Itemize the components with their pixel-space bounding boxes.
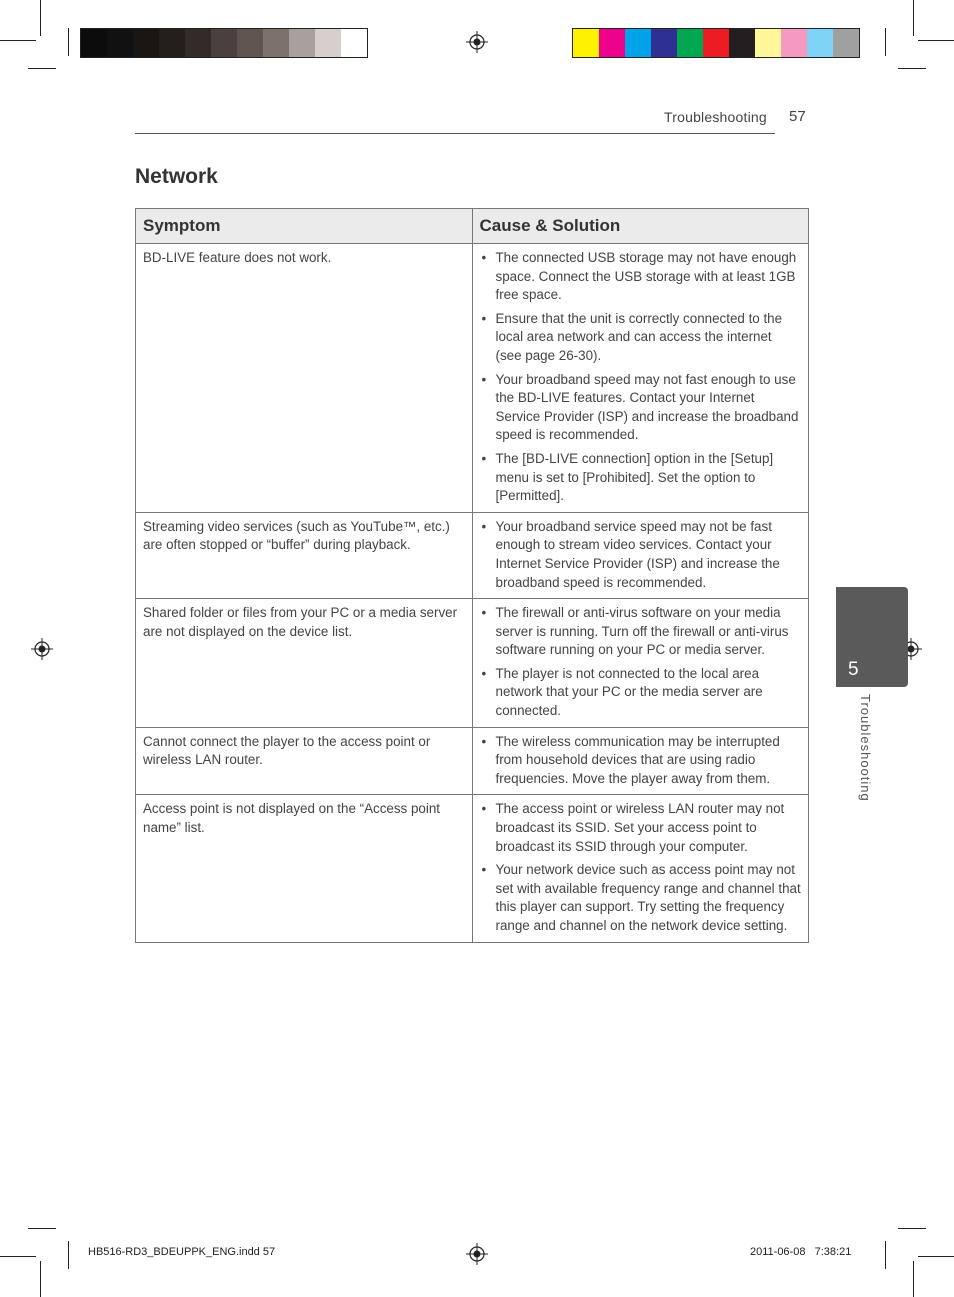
crop-mark bbox=[40, 0, 41, 36]
table-body bbox=[136, 244, 809, 943]
solution-item: • The firewall or anti-virus software on your media server is running. Turn off the firewall or anti-virus software running on your PC or media server. bbox=[480, 604, 802, 660]
solution-item: • Your broadband service speed may not be fast enough to stream video services. Contact your Internet Service Provider (ISP) and increase the broadband speed is recommended. bbox=[480, 518, 802, 592]
chapter-side-label: Troubleshooting bbox=[858, 694, 873, 802]
crop-mark bbox=[898, 68, 926, 69]
table-row bbox=[136, 512, 809, 598]
solution-cell bbox=[472, 512, 809, 598]
color-swatch bbox=[159, 29, 185, 57]
symptom-cell: Shared folder or files from your PC or a media server are not displayed on the device list. bbox=[136, 599, 473, 728]
crop-mark bbox=[913, 0, 914, 36]
color-swatch bbox=[107, 29, 133, 57]
troubleshooting-table bbox=[135, 208, 809, 943]
color-swatch bbox=[315, 29, 341, 57]
solution-list bbox=[480, 518, 802, 592]
footer-date-slug: 2011-06-08 7:38:21 bbox=[750, 1246, 852, 1258]
solution-list bbox=[480, 249, 802, 506]
solution-item: • The connected USB storage may not have enough space. Connect the USB storage with at least 1GB free space. bbox=[480, 249, 802, 305]
solution-item: • The wireless communication may be interrupted from household devices that are using radio frequencies. Move the player away from them. bbox=[480, 733, 802, 789]
color-swatch bbox=[263, 29, 289, 57]
grayscale-bar bbox=[80, 28, 368, 58]
symptom-cell: Access point is not displayed on the “Access point name” list. bbox=[136, 795, 473, 942]
table-row bbox=[136, 795, 809, 942]
section-title: Network bbox=[135, 165, 218, 188]
color-swatch bbox=[211, 29, 237, 57]
color-swatch bbox=[755, 29, 781, 57]
crop-mark bbox=[68, 28, 69, 56]
chapter-tab bbox=[836, 587, 908, 687]
color-swatch bbox=[599, 29, 625, 57]
column-header-solution: Cause & Solution bbox=[472, 209, 809, 244]
symptom-cell: Cannot connect the player to the access point or wireless LAN router. bbox=[136, 727, 473, 795]
solution-item: • Ensure that the unit is correctly connected to the local area network and can access the internet (see page 26-30). bbox=[480, 310, 802, 366]
solution-list bbox=[480, 733, 802, 789]
solution-item: • The player is not connected to the local area network that your PC or the media server are connected. bbox=[480, 665, 802, 721]
table-row bbox=[136, 244, 809, 513]
solution-cell bbox=[472, 599, 809, 728]
color-swatch bbox=[651, 29, 677, 57]
color-swatch bbox=[185, 29, 211, 57]
table-row bbox=[136, 599, 809, 728]
crop-mark bbox=[28, 1228, 56, 1229]
crop-mark bbox=[885, 28, 886, 56]
solution-list bbox=[480, 604, 802, 721]
crop-mark bbox=[918, 1256, 954, 1257]
color-swatch bbox=[781, 29, 807, 57]
running-header-title: Troubleshooting bbox=[664, 109, 767, 125]
solution-cell bbox=[472, 795, 809, 942]
crop-mark bbox=[913, 1261, 914, 1297]
column-header-symptom: Symptom bbox=[136, 209, 473, 244]
crop-mark bbox=[898, 1228, 926, 1229]
crop-mark bbox=[918, 40, 954, 41]
registration-mark-icon bbox=[31, 638, 53, 660]
table-row bbox=[136, 727, 809, 795]
solution-cell bbox=[472, 727, 809, 795]
registration-mark-icon bbox=[466, 1243, 488, 1265]
crop-mark bbox=[0, 1256, 36, 1257]
color-swatch bbox=[625, 29, 651, 57]
color-swatch bbox=[833, 29, 859, 57]
solution-list bbox=[480, 800, 802, 935]
crop-mark bbox=[40, 1261, 41, 1297]
solution-item: • Your broadband speed may not fast enough to use the BD-LIVE features. Contact your Internet Service Provider (ISP) and increase the broadband speed is recommended. bbox=[480, 371, 802, 445]
color-swatch bbox=[677, 29, 703, 57]
table-header-row bbox=[136, 209, 809, 244]
solution-item: • Your network device such as access point may not set with available frequency range and channel that this player can support. Try setting the frequency range and channel on the network device setting. bbox=[480, 861, 802, 935]
symptom-cell: BD-LIVE feature does not work. bbox=[136, 244, 473, 513]
crop-mark bbox=[885, 1241, 886, 1269]
crop-mark bbox=[68, 1241, 69, 1269]
color-swatch bbox=[807, 29, 833, 57]
color-bar bbox=[572, 28, 860, 58]
solution-item: • The [BD-LIVE connection] option in the [Setup] menu is set to [Prohibited]. Set the option to [Permitted]. bbox=[480, 450, 802, 506]
color-swatch bbox=[237, 29, 263, 57]
footer-file-slug: HB516-RD3_BDEUPPK_ENG.indd 57 bbox=[88, 1246, 276, 1258]
color-swatch bbox=[133, 29, 159, 57]
crop-mark bbox=[28, 68, 56, 69]
registration-mark-icon bbox=[466, 31, 488, 53]
color-swatch bbox=[289, 29, 315, 57]
color-swatch bbox=[703, 29, 729, 57]
page-number: 57 bbox=[789, 108, 806, 125]
symptom-cell: Streaming video services (such as YouTube™, etc.) are often stopped or “buffer” during playback. bbox=[136, 512, 473, 598]
color-swatch bbox=[573, 29, 599, 57]
chapter-number: 5 bbox=[848, 659, 859, 680]
solution-cell bbox=[472, 244, 809, 513]
crop-mark bbox=[0, 40, 36, 41]
color-swatch bbox=[729, 29, 755, 57]
header-rule bbox=[135, 133, 775, 134]
color-swatch bbox=[341, 29, 367, 57]
color-swatch bbox=[81, 29, 107, 57]
solution-item: • The access point or wireless LAN router may not broadcast its SSID. Set your access point to broadcast its SSID through your computer. bbox=[480, 800, 802, 856]
